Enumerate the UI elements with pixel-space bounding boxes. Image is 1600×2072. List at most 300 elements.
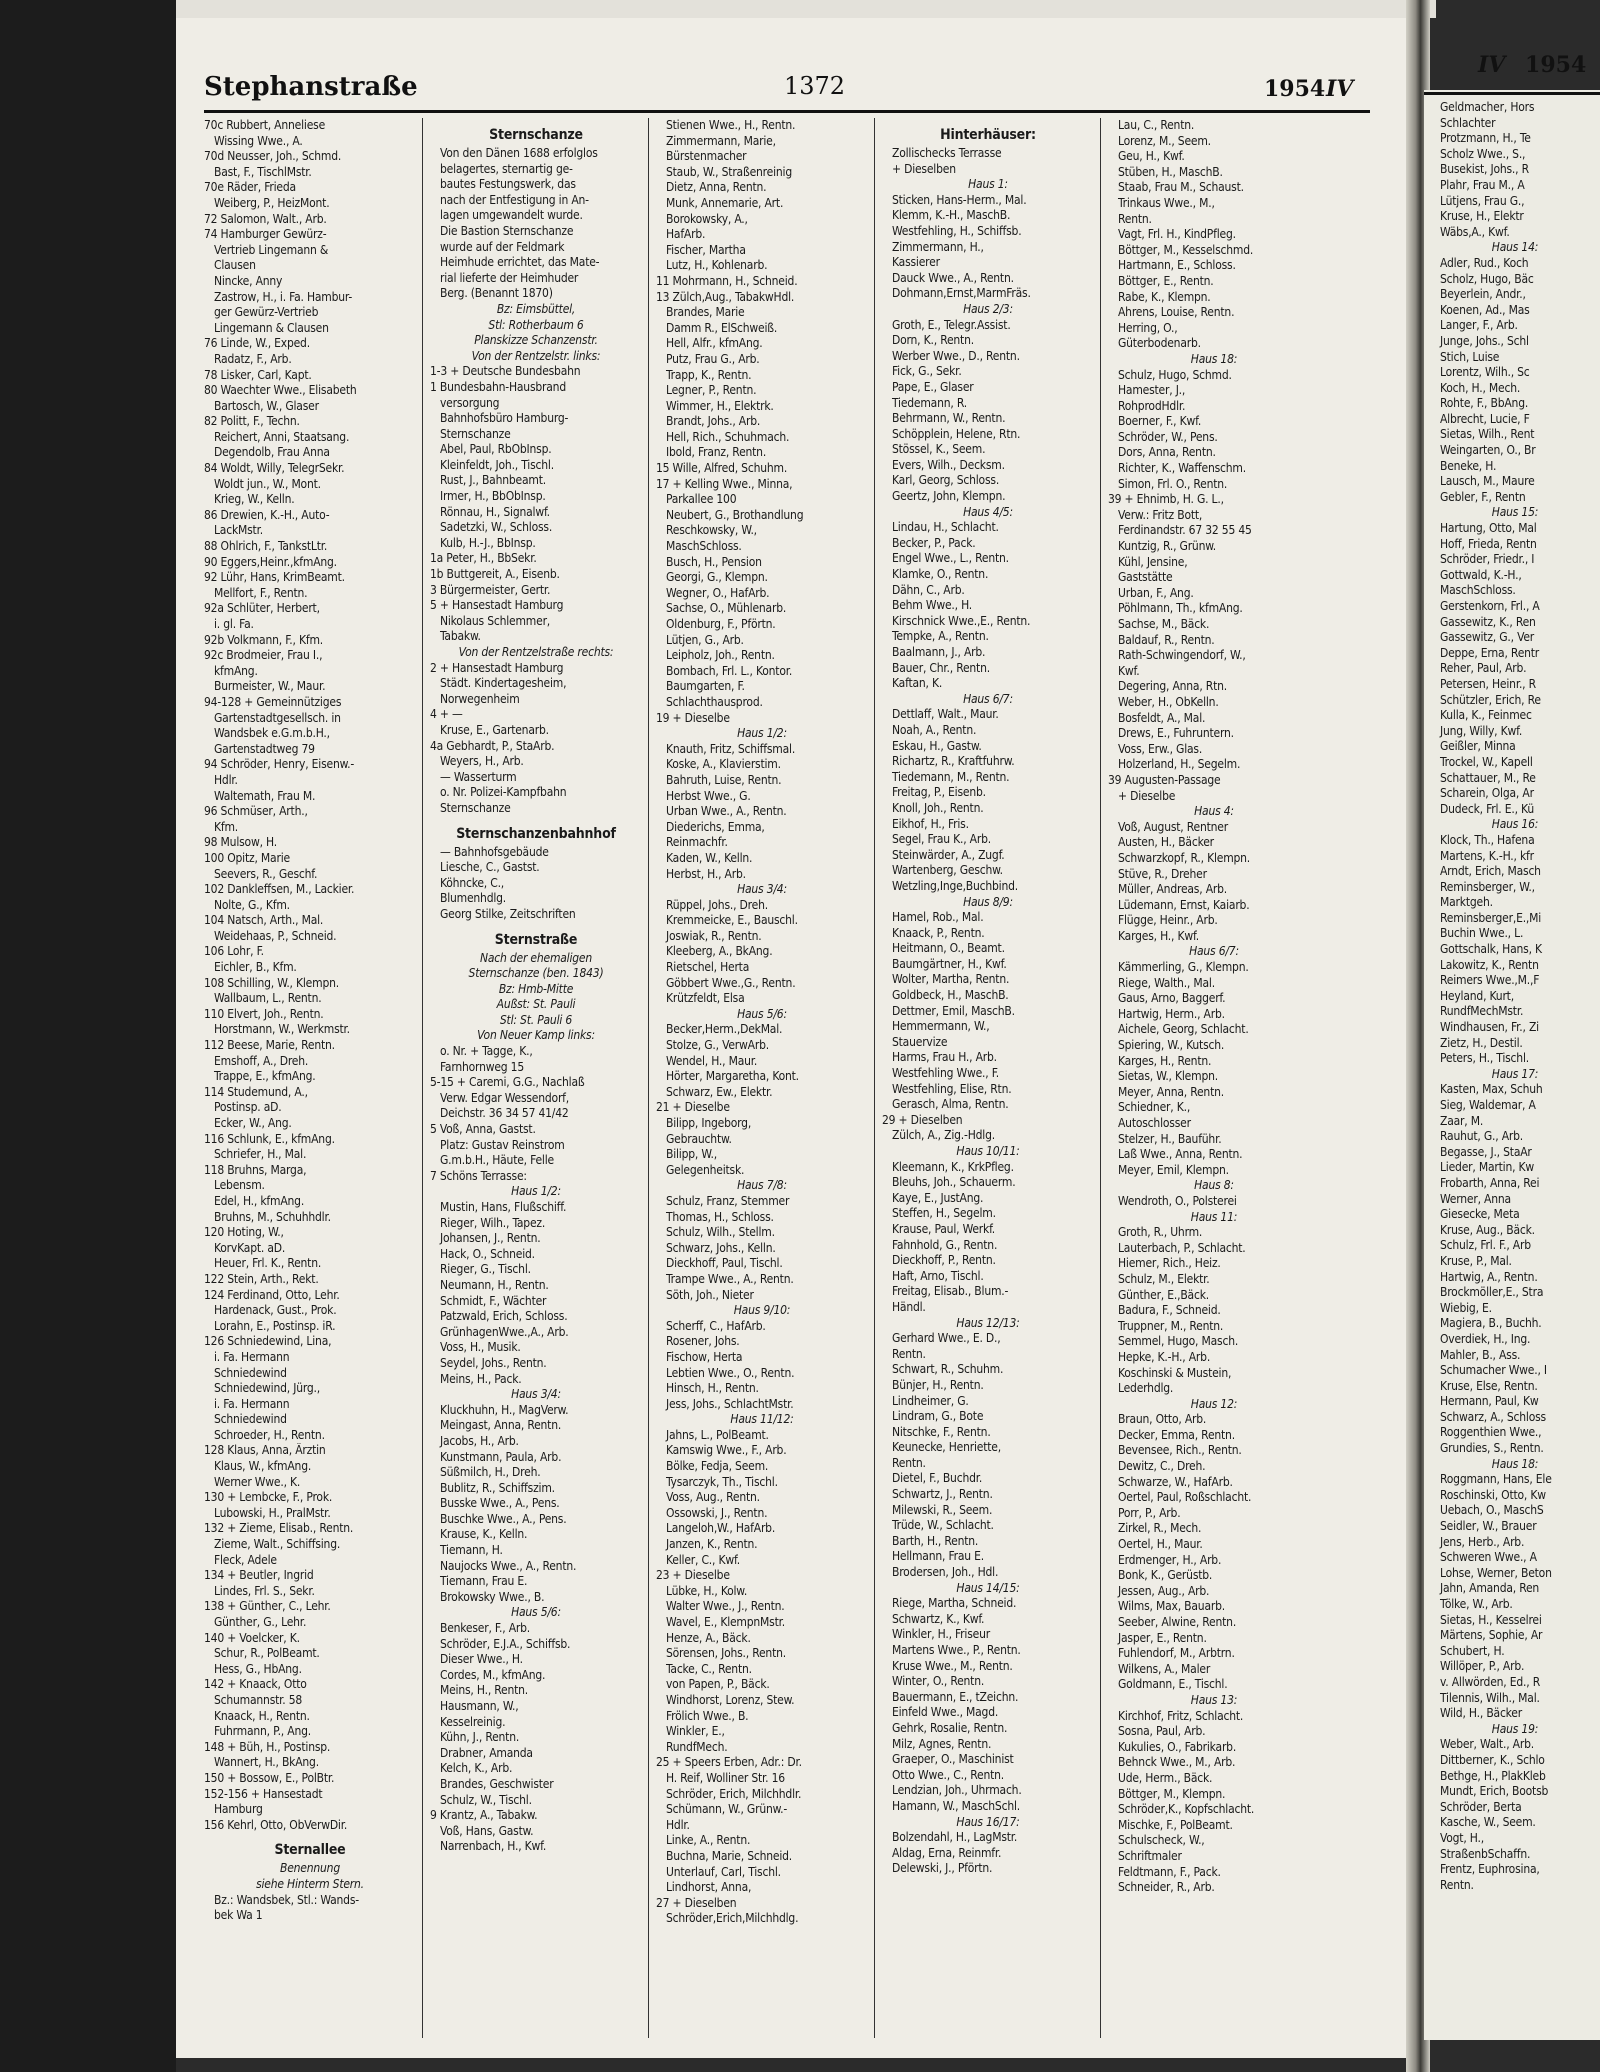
resident-entry: Begasse, J., StaAr [1440, 1144, 1532, 1159]
section-note: Von Neuer Kamp links: [477, 1028, 595, 1043]
resident-entry: versorgung [440, 395, 500, 410]
section-note: Haus 3/4: [737, 882, 787, 897]
resident-entry: Mundt, Erich, Bootsb [1440, 1784, 1549, 1799]
resident-entry: Winkler, E., [666, 1724, 725, 1739]
house-number-entry: 142 + Knaack, Otto [204, 1677, 307, 1692]
resident-entry: Magiera, B., Buchh. [1440, 1316, 1542, 1331]
resident-entry: Meins, H., Pack. [440, 1371, 522, 1386]
resident-entry: Böttger, M., Kesselschmd. [1118, 242, 1254, 257]
house-number-entry: 92a Schlüter, Herbert, [204, 601, 320, 616]
resident-entry: Sadetzki, W., Schloss. [440, 520, 553, 535]
resident-entry: Stüben, H., MaschB. [1118, 164, 1223, 179]
resident-entry: Frölich Wwe., B. [666, 1708, 749, 1723]
resident-entry: Overdiek, H., Ing. [1440, 1331, 1531, 1346]
house-number-entry: 1-3 + Deutsche Bundesbahn [430, 364, 581, 379]
resident-entry: Heitmann, O., Beamt. [892, 941, 1005, 956]
resident-entry: Irmer, H., BbObInsp. [440, 489, 546, 504]
house-number-entry: 140 + Voelcker, K. [204, 1630, 300, 1645]
resident-entry: Patzwald, Erich, Schloss. [440, 1309, 568, 1324]
resident-entry: Rüppel, Johs., Dreh. [666, 897, 768, 912]
resident-entry: Jacobs, H., Arb. [440, 1433, 519, 1448]
resident-entry: Kaye, E., JustAng. [892, 1190, 984, 1205]
year-label: 1954 [1525, 52, 1587, 78]
resident-entry: Tilennis, Wilh., Mal. [1440, 1690, 1540, 1705]
resident-entry: Sternschanze [440, 426, 511, 441]
resident-entry: Sietas, H., Kesselrei [1440, 1612, 1542, 1627]
resident-entry: Porr, P., Arb. [1118, 1505, 1181, 1520]
resident-entry: Adler, Rud., Koch [1440, 255, 1529, 270]
resident-entry: Engel Wwe., L., Rentn. [892, 551, 1009, 566]
resident-entry: Woldt jun., W., Mont. [214, 476, 321, 491]
house-number-entry: 23 + Dieselbe [656, 1568, 730, 1583]
section-note: Benennung [280, 1861, 340, 1876]
resident-entry: Ahrens, Louise, Rentn. [1118, 305, 1235, 320]
resident-entry: Sachse, M., Bäck. [1118, 617, 1210, 631]
resident-entry: Schröder, Berta [1440, 1799, 1522, 1814]
house-number-entry: 152-156 + Hansestadt [204, 1786, 323, 1801]
resident-entry: Hdlr. [214, 772, 238, 787]
resident-entry: Kukulies, O., Fabrikarb. [1118, 1739, 1237, 1754]
resident-entry: Voss, Aug., Rentn. [666, 1490, 760, 1505]
resident-entry: Gartenstadtgesellsch. in [214, 710, 341, 725]
resident-entry: Urban, F., Ang. [1118, 585, 1194, 600]
resident-entry: Ibold, Franz, Rentn. [666, 445, 767, 460]
resident-entry: Jess, Johs., SchlachtMstr. [666, 1396, 794, 1411]
resident-entry: Roschinski, Otto, Kw [1440, 1487, 1546, 1502]
resident-entry: Schattauer, M., Re [1440, 770, 1536, 785]
resident-entry: Parkallee 100 [666, 492, 737, 507]
resident-entry: Reschkowsky, W., [666, 523, 757, 538]
resident-entry: Pöhlmann, Th., kfmAng. [1118, 601, 1243, 616]
section-note: Stl: Rotherbaum 6 [488, 317, 584, 332]
resident-entry: Sörensen, Johs., Rentn. [666, 1646, 786, 1661]
resident-entry: Horstmann, W., Werkmstr. [214, 1022, 350, 1037]
resident-entry: Lorentz, Wilh., Sc [1440, 365, 1530, 380]
resident-entry: Wetzling,Inge,Buchbind. [892, 878, 1019, 893]
resident-entry: Staub, W., Straßenreinig [666, 164, 792, 179]
resident-entry: Wavel, E., KlempnMstr. [666, 1615, 785, 1629]
resident-entry: Riege, Walth., Mal. [1118, 975, 1215, 990]
resident-entry: Putz, Frau G., Arb. [666, 351, 760, 366]
section-note: Haus 4: [1194, 804, 1234, 819]
resident-entry: Koch, H., Mech. [1440, 380, 1521, 395]
resident-entry: Lindau, H., Schlacht. [892, 520, 999, 535]
resident-entry: Peters, H., Tischl. [1440, 1051, 1529, 1066]
resident-entry: Geu, H., Kwf. [1118, 149, 1185, 164]
resident-entry: Hoff, Frieda, Rentn [1440, 536, 1537, 551]
listing-column-2 [430, 118, 642, 2038]
column-divider [648, 118, 649, 2038]
resident-entry: Evers, Wilh., Decksm. [892, 457, 1005, 472]
resident-entry: RundfMechMstr. [1440, 1004, 1524, 1019]
house-number-entry: 17 + Kelling Wwe., Minna, [656, 476, 793, 491]
resident-entry: Schmidt, F., Wächter [440, 1293, 547, 1308]
resident-entry: Gehrk, Rosalie, Rentn. [892, 1720, 1008, 1735]
column-divider [874, 118, 875, 2038]
resident-entry: Bublitz, R., Schiffszim. [440, 1480, 555, 1495]
resident-entry: Stössel, K., Seem. [892, 442, 986, 457]
resident-entry: Frentz, Euphrosina, [1440, 1862, 1540, 1877]
resident-entry: Feldtmann, F., Pack. [1118, 1864, 1221, 1879]
resident-entry: Jens, Herb., Arb. [1440, 1534, 1525, 1549]
resident-entry: Windhorst, Lorenz, Stew. [666, 1692, 795, 1707]
resident-entry: Wandsbek e.G.m.b.H., [214, 726, 330, 741]
resident-entry: Hell, Rich., Schuhmach. [666, 429, 790, 444]
resident-entry: Richter, K., Waffenschm. [1118, 461, 1246, 476]
resident-entry: i. gl. Fa. [214, 617, 254, 631]
section-note: Haus 1: [968, 177, 1008, 192]
resident-entry: Stüve, R., Dreher [1118, 866, 1207, 881]
resident-entry: Oertel, Paul, Roßschlacht. [1118, 1490, 1252, 1505]
resident-entry: Krause, K., Kelln. [440, 1527, 528, 1542]
resident-entry: Lübke, H., Kolw. [666, 1583, 748, 1598]
resident-entry: Böttger, M., Klempn. [1118, 1786, 1226, 1801]
resident-entry: Stauervize [892, 1034, 948, 1049]
resident-entry: Dorn, K., Rentn. [892, 333, 974, 348]
house-number-entry: 114 Studemund, A., [204, 1084, 308, 1099]
resident-entry: Baldauf, R., Rentn. [1118, 632, 1215, 647]
resident-entry: Einfeld Wwe., Magd. [892, 1705, 999, 1720]
resident-entry: Schwarz, A., Schloss [1440, 1409, 1546, 1424]
resident-entry: Stolze, G., VerwArb. [666, 1038, 769, 1053]
house-number-entry: 96 Schmüser, Arth., [204, 804, 308, 819]
resident-entry: Ecker, W., Ang. [214, 1116, 292, 1130]
resident-entry: Schulz, W., Tischl. [440, 1792, 532, 1807]
resident-entry: Karl, Georg, Schloss. [892, 473, 1000, 488]
resident-entry: Lindes, Frl. S., Sekr. [214, 1583, 315, 1598]
resident-entry: Henze, A., Bäck. [666, 1630, 751, 1645]
resident-entry: Schulz, M., Elektr. [1118, 1271, 1210, 1286]
house-number-entry: 88 Ohlrich, F., TankstLtr. [204, 539, 328, 554]
resident-entry: Clausen [214, 258, 256, 273]
house-number-entry: 82 Politt, F., Techn. [204, 414, 300, 429]
resident-entry: Jasper, E., Rentn. [1118, 1630, 1207, 1645]
resident-entry: Müller, Andreas, Arb. [1118, 882, 1227, 897]
resident-entry: Lausch, M., Maure [1440, 474, 1535, 489]
resident-entry: Thomas, H., Schloss. [666, 1209, 774, 1224]
resident-entry: Schwartz, J., Rentn. [892, 1487, 993, 1502]
resident-entry: Kaden, W., Kelln. [666, 850, 753, 865]
resident-entry: Zieme, Walt., Schiffsing. [214, 1537, 341, 1552]
resident-entry: Kulla, K., Feinmec [1440, 708, 1532, 723]
resident-entry: Reher, Paul, Arb. [1440, 661, 1527, 676]
house-number-entry: 100 Opitz, Marie [204, 850, 290, 865]
resident-entry: o. Nr. + Tagge, K., [440, 1044, 533, 1059]
section-note: Haus 15: [1491, 505, 1539, 520]
resident-entry: Klock, Th., Hafena [1440, 832, 1535, 847]
resident-entry: Reimers Wwe.,M.,F [1440, 973, 1540, 988]
resident-entry: Keunecke, Henriette, [892, 1440, 1001, 1455]
resident-entry: Brodersen, Joh., Hdl. [892, 1565, 999, 1580]
resident-entry: Schniedewind, Jürg., [214, 1381, 320, 1396]
resident-entry: Gassewitz, G., Ver [1440, 630, 1535, 645]
resident-entry: Degering, Anna, Rtn. [1118, 679, 1227, 694]
section-note: Bz: Eimsbüttel, [496, 301, 576, 316]
resident-entry: Schwarzkopf, R., Klempn. [1118, 850, 1251, 865]
resident-entry: Lebtien Wwe., O., Rentn. [666, 1365, 795, 1380]
house-number-entry: 108 Schilling, W., Klempn. [204, 975, 339, 990]
section-note: Haus 19: [1491, 1721, 1539, 1736]
resident-entry: Lorahn, E., Postinsp. iR. [214, 1318, 336, 1333]
resident-entry: Bleuhs, Joh., Schauerm. [892, 1175, 1016, 1190]
resident-entry: Flügge, Heinr., Arb. [1118, 913, 1218, 928]
resident-entry: Schwarze, W., HafArb. [1118, 1474, 1233, 1489]
resident-entry: Meins, H., Rentn. [440, 1683, 529, 1698]
resident-entry: Rietschel, Herta [666, 960, 750, 975]
resident-entry: bek Wa 1 [214, 1908, 263, 1923]
resident-entry: Zaar, M. [1440, 1113, 1484, 1128]
section-note: Haus 11: [1190, 1209, 1238, 1224]
resident-entry: Bolzendahl, H., LagMstr. [892, 1830, 1018, 1845]
resident-entry: Rentn. [1440, 1877, 1474, 1892]
resident-entry: Milz, Agnes, Rentn. [892, 1736, 992, 1751]
house-number-entry: 92b Volkmann, F., Kfm. [204, 632, 323, 647]
section-note: Haus 6/7: [1189, 944, 1239, 959]
resident-entry: HafArb. [666, 227, 706, 242]
section-note: Haus 14: [1491, 240, 1539, 255]
resident-entry: Gelegenheitsk. [666, 1162, 745, 1177]
resident-entry: Hermann, Paul, Kw [1440, 1394, 1539, 1409]
section-note: Außst: St. Pauli [496, 997, 576, 1012]
resident-entry: Heuer, Frl. K., Rentn. [214, 1256, 322, 1271]
resident-entry: Bonk, K., Gerüstb. [1118, 1568, 1213, 1583]
house-number-entry: 94-128 + Gemeinnütziges [204, 694, 342, 709]
house-number-entry: 1 Bundesbahn-Hausbrand [430, 379, 566, 394]
resident-entry: Kassierer [892, 255, 940, 270]
resident-entry: Drabner, Amanda [440, 1745, 533, 1760]
resident-entry: Rieger, Wilh., Tapez. [440, 1215, 546, 1230]
resident-entry: Weiberg, P., HeizMont. [214, 195, 330, 210]
section-title: Sternschanzenbahnhof [456, 825, 616, 842]
resident-entry: Weber, H., ObKelln. [1118, 694, 1219, 709]
resident-entry: Bölke, Fedja, Seem. [666, 1459, 769, 1474]
resident-entry: Hdlr. [666, 1817, 690, 1832]
resident-entry: Gartenstadtweg 79 [214, 741, 315, 756]
house-number-entry: 5 + Hansestadt Hamburg [430, 598, 564, 613]
resident-entry: Busske Wwe., A., Pens. [440, 1496, 560, 1511]
resident-entry: Petersen, Heinr., R [1440, 676, 1536, 691]
resident-entry: Hardenack, Gust., Prok. [214, 1303, 337, 1318]
resident-entry: Verw.: Fritz Bott, [1118, 507, 1203, 522]
resident-entry: Reminsberger,E.,Mi [1440, 910, 1542, 925]
resident-entry: Tiedemann, M., Rentn. [892, 769, 1010, 784]
resident-entry: Oertel, H., Maur. [1118, 1537, 1203, 1552]
resident-entry: Bürstenmacher [666, 149, 747, 164]
resident-entry: Schröder, Friedr., I [1440, 552, 1535, 567]
house-number-entry: 134 + Beutler, Ingrid [204, 1568, 314, 1583]
resident-entry: i. Fa. Hermann [214, 1349, 290, 1364]
resident-entry: Gerhard Wwe., E. D., [892, 1331, 1001, 1346]
resident-entry: Händl. [892, 1299, 926, 1314]
resident-entry: Aichele, Georg, Schlacht. [1118, 1022, 1249, 1037]
resident-entry: Dieckhoff, P., Rentn. [892, 1253, 996, 1268]
resident-entry: Dewitz, C., Dreh. [1118, 1459, 1206, 1474]
resident-entry: Kamswig Wwe., F., Arb. [666, 1443, 787, 1458]
resident-entry: Schwartz, K., Kwf. [892, 1611, 985, 1626]
section-title: Sternstraße [494, 931, 578, 948]
resident-entry: Koschinski & Mustein, [1118, 1365, 1232, 1380]
listing-column-1 [204, 118, 416, 2038]
section-note: Haus 18: [1491, 1456, 1539, 1471]
resident-entry: Kleemann, K., KrkPfleg. [892, 1159, 1014, 1174]
resident-entry: KorvKapt. aD. [214, 1240, 286, 1255]
resident-entry: Tiedemann, R. [892, 395, 967, 410]
resident-entry: Georg Stilke, Zeitschriften [440, 906, 576, 921]
resident-entry: Süßmilch, H., Dreh. [440, 1465, 541, 1480]
resident-entry: Milewski, R., Seem. [892, 1502, 993, 1517]
house-number-entry: 104 Natsch, Arth., Mal. [204, 913, 324, 928]
house-number-entry: 5-15 + Caremi, G.G., Nachlaß [430, 1075, 585, 1090]
resident-entry: Willöper, P., Arb. [1440, 1659, 1525, 1674]
house-number-entry: 74 Hamburger Gewürz- [204, 227, 327, 242]
resident-entry: Kämmerling, G., Klempn. [1118, 960, 1249, 975]
resident-entry: Seidler, W., Brauer [1440, 1519, 1537, 1534]
resident-entry: Ude, Herm., Bäck. [1118, 1770, 1213, 1785]
resident-entry: belagertes, sternartig ge- [440, 161, 573, 176]
section-note: Haus 8: [1194, 1178, 1234, 1193]
listing-column-3 [656, 118, 868, 2038]
resident-entry: Norwegenheim [440, 691, 520, 706]
resident-entry: Plahr, Frau M., A [1440, 177, 1525, 192]
house-number-entry: 9 Krantz, A., Tabakw. [430, 1808, 538, 1823]
resident-entry: Schulz, Frl. F., Arb [1440, 1238, 1531, 1253]
scan-left-edge [0, 0, 176, 2072]
resident-entry: Schwarz, Ew., Elektr. [666, 1084, 773, 1099]
resident-entry: Keller, C., Kwf. [666, 1552, 740, 1567]
resident-entry: Kruse, H., Elektr [1440, 209, 1524, 224]
resident-entry: Günther, E.,Bäck. [1118, 1287, 1209, 1302]
resident-entry: Bauermann, E., tZeichn. [892, 1689, 1019, 1704]
resident-entry: Westfehling Wwe., F. [892, 1066, 1000, 1081]
resident-entry: H. Reif, Wolliner Str. 16 [666, 1770, 785, 1785]
resident-entry: Sachse, O., Mühlenarb. [666, 601, 787, 616]
resident-entry: Scherff, C., HafArb. [666, 1318, 766, 1333]
resident-entry: Tölke, W., Arb. [1440, 1597, 1513, 1611]
right-page-header [1478, 52, 1586, 78]
resident-entry: Schroeder, H., Rentn. [214, 1427, 325, 1442]
resident-entry: Otto Wwe., C., Rentn. [892, 1767, 1004, 1782]
resident-entry: Fleck, Adele [214, 1552, 277, 1567]
resident-entry: Lüdemann, Ernst, Kaiarb. [1118, 897, 1250, 912]
resident-entry: Hemmermann, W., [892, 1019, 990, 1034]
section-note: Haus 17: [1491, 1066, 1539, 1081]
section-note: Bz: Hmb-Mitte [498, 981, 574, 996]
resident-entry: Koske, A., Klavierstim. [666, 757, 781, 772]
section-note: Haus 9/10: [733, 1303, 791, 1318]
resident-entry: Buchin Wwe., L. [1440, 926, 1524, 941]
resident-entry: Schneider, R., Arb. [1118, 1880, 1215, 1895]
resident-entry: Platz: Gustav Reinstrom [440, 1137, 565, 1152]
house-number-entry: 130 + Lembcke, F., Prok. [204, 1490, 333, 1505]
resident-entry: Vertrieb Lingemann & [214, 242, 329, 257]
resident-entry: Abel, Paul, RbObInsp. [440, 442, 552, 457]
resident-entry: Sietas, W., Klempn. [1118, 1069, 1218, 1084]
house-number-entry: 80 Waechter Wwe., Elisabeth [204, 383, 357, 398]
resident-entry: Noah, A., Rentn. [892, 722, 977, 737]
resident-entry: Leipholz, Joh., Rentn. [666, 648, 775, 663]
resident-entry: Kühl, Jensine, [1118, 554, 1188, 569]
resident-entry: Sosna, Paul, Arb. [1118, 1724, 1206, 1739]
listing-column-5 [1108, 118, 1320, 2038]
resident-entry: Eichler, B., Kfm. [214, 960, 297, 975]
house-number-entry: 128 Klaus, Anna, Ärztin [204, 1443, 326, 1458]
resident-entry: lagen umgewandelt wurde. [440, 208, 583, 223]
resident-entry: Knauth, Fritz, Schiffsmal. [666, 741, 796, 756]
resident-entry: Wissing Wwe., A. [214, 133, 303, 148]
resident-entry: Trockel, W., Kapell [1440, 754, 1533, 769]
resident-entry: Kwf. [1118, 663, 1140, 678]
house-number-entry: 86 Drewien, K.-H., Auto- [204, 507, 330, 522]
resident-entry: G.m.b.H., Häute, Felle [440, 1153, 554, 1168]
resident-entry: Aldag, Erna, Reinmfr. [892, 1845, 1002, 1860]
resident-entry: ger Gewürz-Vertrieb [214, 305, 319, 320]
house-number-entry: 11 Mohrmann, H., Schneid. [656, 273, 798, 288]
resident-entry: Dettmer, Emil, MaschB. [892, 1003, 1015, 1018]
resident-entry: Voss, H., Musik. [440, 1340, 521, 1355]
resident-entry: Brockmöller,E., Stra [1440, 1285, 1544, 1300]
resident-entry: Kuntzig, R., Grünw. [1118, 539, 1216, 554]
resident-entry: Stienen Wwe., H., Rentn. [666, 118, 796, 132]
resident-entry: Dähn, C., Arb. [892, 582, 965, 597]
section-note: Haus 3/4: [511, 1387, 561, 1402]
resident-entry: Wartenberg, Geschw. [892, 863, 1003, 878]
resident-entry: + Dieselben [892, 161, 956, 176]
resident-entry: Schwarz, Johs., Kelln. [666, 1240, 776, 1255]
resident-entry: Krieg, W., Kelln. [214, 492, 295, 507]
resident-entry: Baumgarten, F. [666, 679, 745, 694]
resident-entry: Schumannstr. 58 [214, 1692, 303, 1707]
resident-entry: Waltemath, Frau M. [214, 788, 316, 803]
resident-entry: Wilms, Max, Bauarb. [1118, 1599, 1225, 1614]
resident-entry: Stich, Luise [1440, 349, 1500, 364]
resident-entry: Rust, J., Bahnbeamt. [440, 473, 546, 488]
resident-entry: Fahnhold, G., Rentn. [892, 1237, 998, 1252]
resident-entry: Bahnhofsbüro Hamburg- [440, 411, 569, 426]
resident-entry: Güterbodenarb. [1118, 336, 1201, 351]
resident-entry: Eskau, H., Gastw. [892, 738, 982, 753]
resident-entry: Schröder, E.J.A., Schiffsb. [440, 1636, 571, 1651]
resident-entry: Wallbaum, L., Rentn. [214, 991, 322, 1006]
resident-entry: Edel, H., kfmAng. [214, 1193, 305, 1208]
resident-entry: Fischow, Herta [666, 1349, 743, 1364]
resident-entry: Hamester, J., [1118, 383, 1186, 398]
resident-entry: Fuhrmann, P., Ang. [214, 1724, 311, 1739]
resident-entry: Borokowsky, A., [666, 211, 748, 226]
section-note: Haus 1/2: [511, 1184, 561, 1199]
resident-entry: Postinsp. aD. [214, 1100, 282, 1115]
section-title: Sternschanze [489, 127, 583, 143]
resident-entry: Hamburg [214, 1802, 263, 1817]
resident-entry: Boerner, F., Kwf. [1118, 414, 1202, 429]
resident-entry: Jahn, Amanda, Ren [1440, 1581, 1540, 1596]
house-number-entry: 1a Peter, H., BbSekr. [430, 551, 537, 566]
resident-entry: Cordes, M., kfmAng. [440, 1667, 546, 1682]
resident-entry: Gassewitz, K., Ren [1440, 614, 1536, 629]
resident-entry: Geißler, Minna [1440, 739, 1516, 754]
resident-entry: Sternschanze [440, 800, 511, 815]
resident-entry: Schiedner, K., [1118, 1100, 1191, 1115]
resident-entry: Rohte, F., BbAng. [1440, 396, 1529, 411]
house-number-entry: 5 Voß, Anna, Gastst. [430, 1122, 536, 1137]
resident-entry: Beyerlein, Andr., [1440, 287, 1526, 302]
resident-entry: Gebrauchtw. [666, 1131, 732, 1146]
resident-entry: Wild, H., Bäcker [1440, 1706, 1522, 1721]
resident-entry: Jahns, L., PolBeamt. [666, 1427, 769, 1442]
resident-entry: Westfehling, Elise, Rtn. [892, 1081, 1012, 1096]
resident-entry: Lohse, Werner, Beton [1440, 1565, 1552, 1580]
house-number-entry: 92 Lühr, Hans, KrimBeamt. [204, 570, 345, 585]
resident-entry: Neubert, G., Brothandlung [666, 507, 804, 522]
